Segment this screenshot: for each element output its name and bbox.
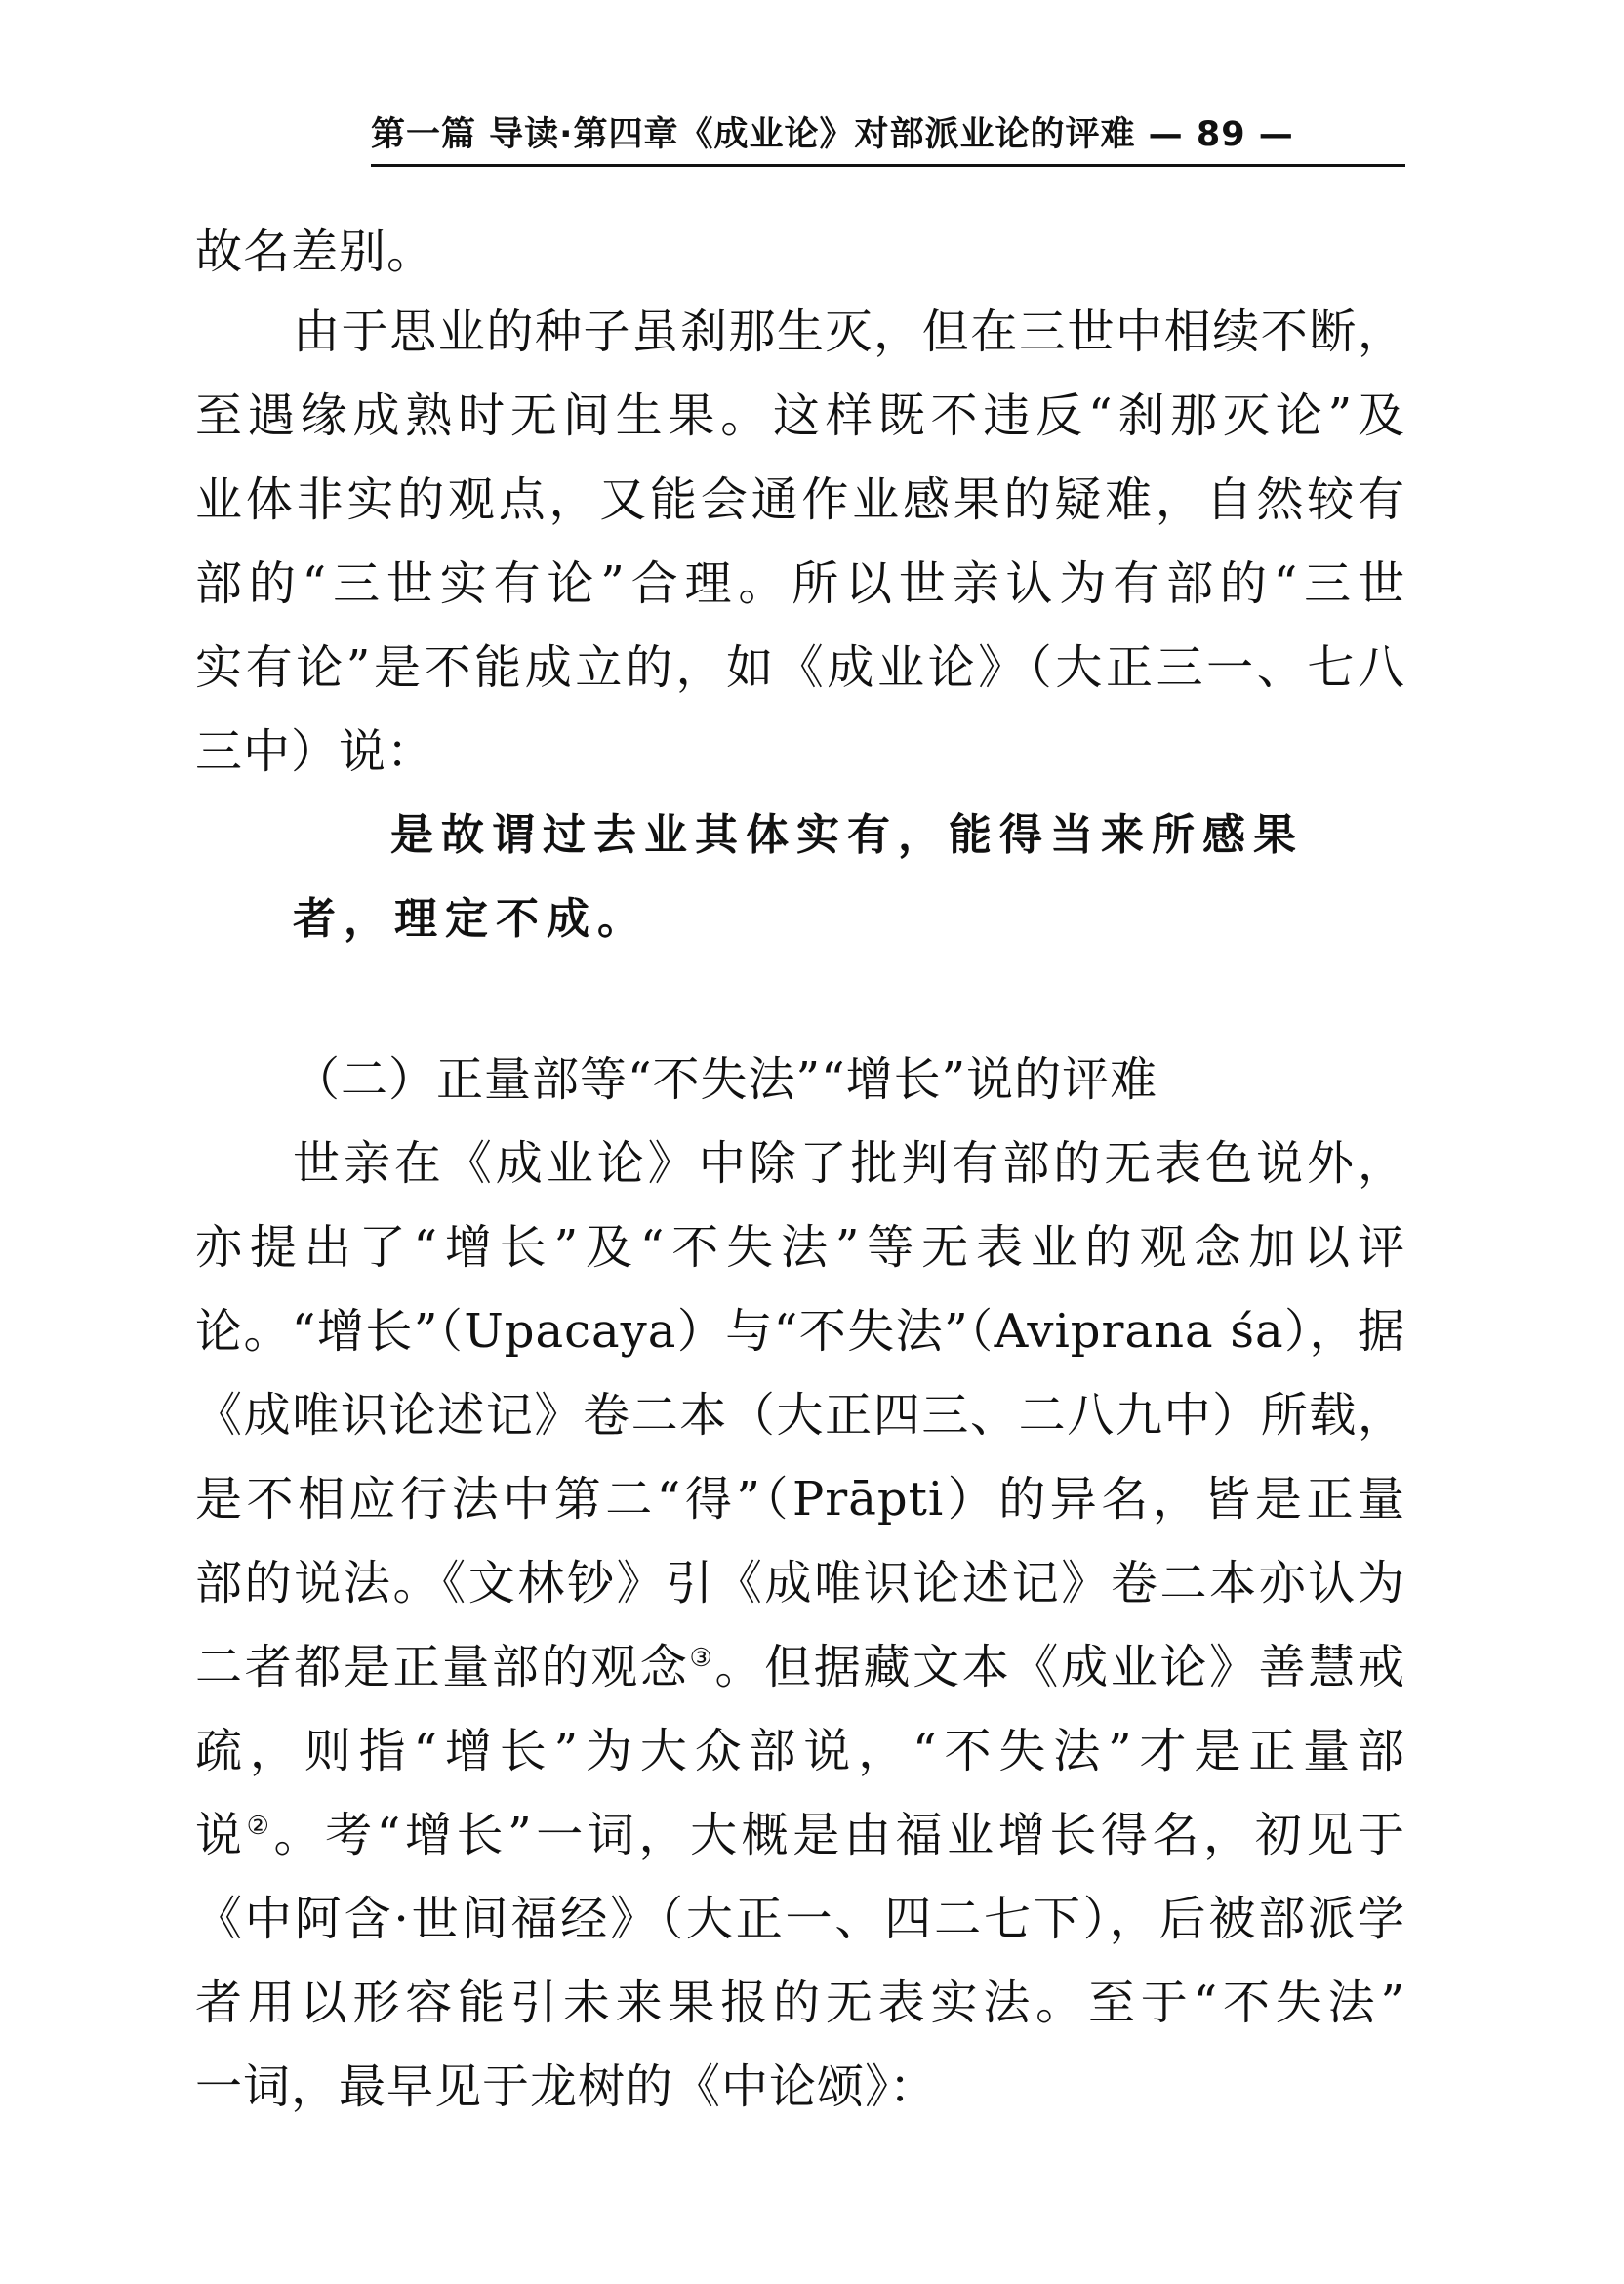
footnote-marker: ②	[246, 1812, 274, 1841]
line-text: 。考“增长”一词，大概是由福业增长得名，初见于	[273, 1808, 1405, 1862]
body-line: 者用以形容能引未来果报的无表实法。至于“不失法”	[195, 1976, 1405, 2030]
line-text: 。但据藏文本《成业论》善慧戒	[714, 1640, 1405, 1694]
body-line-with-footnote	[195, 1804, 1405, 1866]
running-header: 第一篇 导读·第四章《成业论》对部派业论的评难 — 89 —	[371, 115, 1294, 154]
body-line: 《成唯识论述记》卷二本（大正四三、二八九中）所载，	[195, 1388, 1405, 1443]
body-line: 世亲在《成业论》中除了批判有部的无表色说外，	[293, 1136, 1405, 1191]
line-text: 二者都是正量部的观念	[195, 1640, 690, 1694]
body-line: 三中）说：	[195, 724, 435, 779]
quote-line: 是故谓过去业其体实有，能得当来所感果	[390, 810, 1304, 860]
body-line-carryover: 故名差别。	[195, 224, 435, 279]
body-line: 《中阿含·世间福经》（大正一、四二七下），后被部派学	[195, 1892, 1405, 1946]
body-line: 业体非实的观点，又能会通作业感果的疑难，自然较有	[195, 472, 1405, 527]
body-line: 亦提出了“增长”及“不失法”等无表业的观念加以评	[195, 1220, 1405, 1275]
section-heading: （二）正量部等“不失法”“增长”说的评难	[293, 1052, 1158, 1107]
body-line: 部的“三世实有论”合理。所以世亲认为有部的“三世	[195, 556, 1405, 611]
body-line: 论。“增长”（Upacaya）与“不失法”（Aviprana śa），据	[195, 1304, 1405, 1359]
body-line: 是不相应行法中第二“得”（Prāpti）的异名，皆是正量	[195, 1472, 1405, 1527]
body-line-with-footnote	[195, 1636, 1405, 1698]
quote-line: 者，理定不成。	[293, 894, 648, 944]
header-rule	[371, 164, 1405, 167]
footnote-marker: ③	[689, 1644, 715, 1673]
body-line: 部的说法。《文林钞》引《成唯识论述记》卷二本亦认为	[195, 1556, 1405, 1611]
body-line: 实有论”是不能成立的，如《成业论》（大正三一、七八	[195, 640, 1405, 695]
body-line: 至遇缘成熟时无间生果。这样既不违反“刹那灭论”及	[195, 388, 1405, 443]
body-line: 一词，最早见于龙树的《中论颂》：	[195, 2060, 938, 2114]
body-line: 由于思业的种子虽刹那生灭，但在三世中相续不断，	[293, 305, 1405, 359]
body-line: 疏，则指“增长”为大众部说，“不失法”才是正量部	[195, 1724, 1405, 1778]
line-text: 说	[195, 1808, 247, 1862]
